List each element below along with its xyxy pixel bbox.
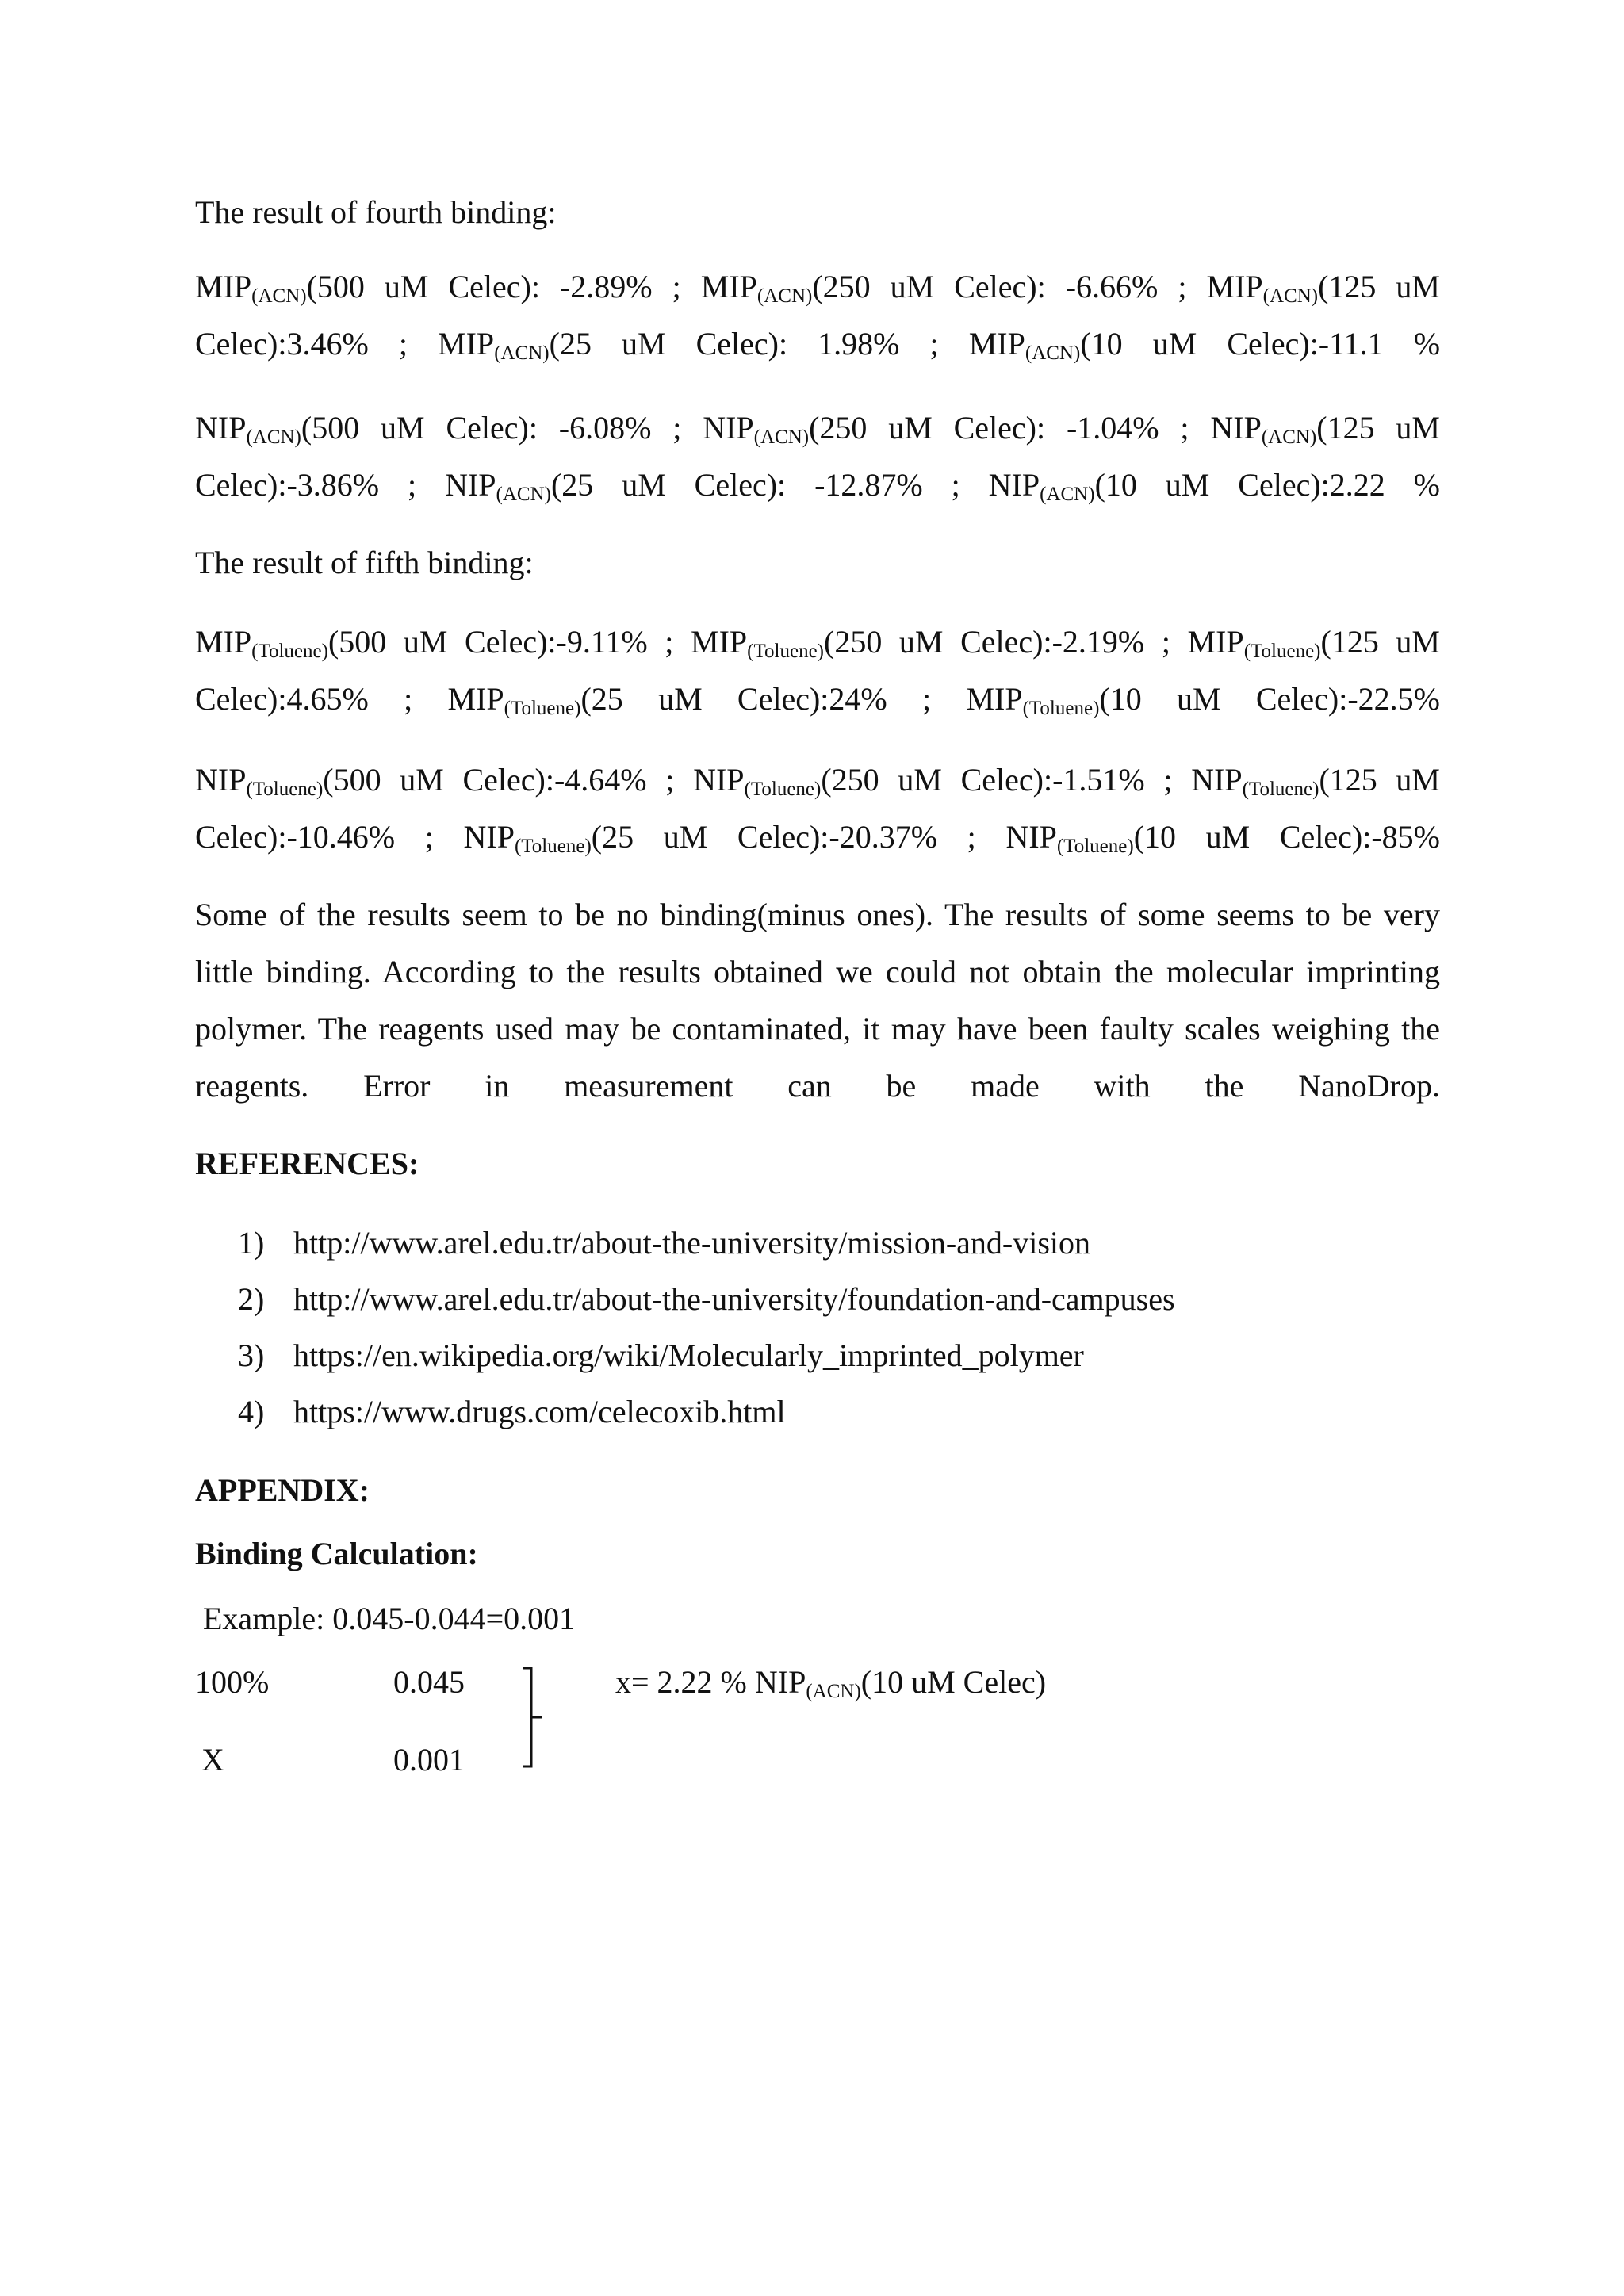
result-solvent-subscript: (Toluene) [744, 779, 822, 800]
result-prefix: x= 2.22 % NIP [615, 1664, 806, 1700]
result-label: NIP [463, 819, 515, 855]
fifth-binding-heading: The result of fifth binding: [195, 545, 534, 580]
result-value: (125 uM Celec):3.46% ; [195, 269, 1440, 362]
result-solvent-subscript: (ACN) [496, 484, 551, 505]
result-solvent-subscript: (Toluene) [747, 641, 824, 662]
result-solvent-subscript: (Toluene) [1022, 698, 1100, 719]
reference-number: 4) [238, 1394, 265, 1429]
binding-result [966, 681, 1440, 717]
result-value: (25 uM Celec): 1.98% ; [549, 326, 969, 362]
result-label: NIP [693, 762, 745, 798]
binding-result [1005, 819, 1440, 855]
result-solvent-subscript: (Toluene) [246, 779, 324, 800]
result-value: (10 uM Celec):-11.1 % [1080, 326, 1441, 362]
result-value: (250 uM Celec):-1.51% ; [821, 762, 1192, 798]
references-heading: REFERENCES: [195, 1146, 419, 1181]
calculation-example: Example: 0.045-0.044=0.001 [203, 1601, 576, 1636]
result-label: NIP [445, 467, 496, 503]
fifth-mip-results [195, 614, 1440, 728]
reference-number: 1) [238, 1225, 265, 1261]
result-value: (125 uM Celec):-3.86% ; [195, 410, 1440, 503]
result-label: NIP [1191, 762, 1243, 798]
result-value: (10 uM Celec):-22.5% [1099, 681, 1440, 717]
appendix-heading: APPENDIX: [195, 1472, 370, 1508]
result-label: NIP [1005, 819, 1057, 855]
binding-result [989, 467, 1440, 503]
result-value: (500 uM Celec): -6.08% ; [301, 410, 703, 446]
result-label: MIP [1206, 269, 1263, 304]
result-solvent-subscript: (ACN) [1040, 484, 1095, 505]
references-list [238, 1215, 1175, 1440]
fourth-binding-heading: The result of fourth binding: [195, 194, 557, 230]
binding-result [195, 762, 693, 798]
proportion-row1-label: 100% [195, 1664, 270, 1700]
result-value: (125 uM Celec):4.65% ; [195, 624, 1441, 717]
result-label: MIP [691, 624, 748, 660]
result-label: MIP [447, 681, 504, 717]
result-value: (125 uM Celec):-10.46% ; [195, 762, 1440, 855]
result-label: MIP [968, 326, 1025, 362]
right-brace-icon [519, 1667, 551, 1768]
result-solvent-subscript: (ACN) [246, 427, 301, 448]
binding-result [445, 467, 989, 503]
result-label: MIP [438, 326, 495, 362]
reference-number: 2) [238, 1281, 265, 1317]
result-value: (25 uM Celec):-20.37% ; [591, 819, 1006, 855]
reference-item[interactable] [238, 1271, 1175, 1327]
result-value: (250 uM Celec):-2.19% ; [824, 624, 1188, 660]
reference-item[interactable] [238, 1215, 1175, 1271]
binding-result [691, 624, 1188, 660]
result-label: NIP [988, 467, 1040, 503]
binding-result [195, 624, 691, 660]
result-solvent-subscript: (Toluene) [504, 698, 581, 719]
result-solvent-subscript: (ACN) [756, 285, 813, 307]
proportion-row2-label: X [201, 1742, 224, 1777]
result-value: (250 uM Celec): -6.66% ; [812, 269, 1207, 304]
fourth-nip-results [195, 400, 1440, 514]
binding-result [969, 326, 1440, 362]
binding-result [700, 269, 1207, 307]
result-suffix: (10 uM Celec) [860, 1664, 1047, 1700]
reference-link[interactable]: http://www.arel.edu.tr/about-the-university/mission-and-vision [293, 1225, 1090, 1261]
result-label: MIP [700, 269, 757, 304]
binding-result [438, 326, 969, 362]
result-solvent-subscript: (Toluene) [514, 836, 592, 857]
result-value: (10 uM Celec):2.22 % [1094, 467, 1440, 503]
result-solvent-subscript: (ACN) [251, 285, 307, 307]
result-label: MIP [966, 681, 1023, 717]
result-solvent-subscript: (ACN) [1025, 342, 1081, 364]
proportion-row2-value: 0.001 [393, 1742, 465, 1777]
result-solvent-subscript: (ACN) [494, 342, 550, 364]
result-solvent-subscript: (Toluene) [1242, 779, 1320, 800]
binding-result [693, 762, 1191, 798]
fifth-nip-results [195, 752, 1440, 866]
result-solvent-subscript: (ACN) [1261, 427, 1317, 448]
result-label: NIP [195, 410, 247, 446]
reference-item[interactable] [238, 1327, 1175, 1383]
result-value: (500 uM Celec):-4.64% ; [323, 762, 694, 798]
result-value: (25 uM Celec): -12.87% ; [550, 467, 989, 503]
discussion-paragraph: Some of the results seem to be no binding(minus ones). The results of some seems to be very little binding. According to the results obtained we could not obtain the molecular imprinting polymer. The reagents used may be contaminated, it may have been faulty scales weighing the reagents. Error in measurement can be made with the NanoDrop. [195, 897, 1440, 1104]
binding-result [195, 269, 701, 307]
result-solvent-subscript: (Toluene) [1056, 836, 1134, 857]
binding-result [448, 681, 967, 717]
result-label: MIP [1187, 624, 1244, 660]
reference-item[interactable] [238, 1383, 1175, 1440]
result-label: NIP [703, 410, 754, 446]
result-solvent-subscript: (ACN) [753, 427, 810, 448]
fourth-mip-results [195, 258, 1440, 373]
result-solvent-subscript: (ACN) [1262, 285, 1319, 307]
reference-link[interactable]: http://www.arel.edu.tr/about-the-university/foundation-and-campuses [293, 1281, 1175, 1317]
reference-number: 3) [238, 1337, 265, 1373]
result-label: NIP [195, 762, 247, 798]
result-solvent-subscript: (Toluene) [1243, 641, 1321, 662]
reference-link[interactable]: https://en.wikipedia.org/wiki/Molecularly_imprinted_polymer [293, 1337, 1084, 1373]
result-value: (250 uM Celec): -1.04% ; [809, 410, 1211, 446]
binding-calculation-heading: Binding Calculation: [195, 1536, 478, 1571]
result-solvent-subscript: (Toluene) [251, 641, 328, 662]
binding-result [195, 410, 703, 446]
result-subscript: (ACN) [806, 1681, 861, 1702]
binding-result [703, 410, 1210, 446]
result-value: (25 uM Celec):24% ; [580, 681, 967, 717]
proportion-row1-value: 0.045 [393, 1664, 465, 1700]
result-value: (500 uM Celec):-9.11% ; [327, 624, 691, 660]
binding-result [464, 819, 1006, 855]
result-value: (500 uM Celec): -2.89% ; [306, 269, 701, 304]
result-label: MIP [195, 269, 252, 304]
reference-link[interactable]: https://www.drugs.com/celecoxib.html [293, 1394, 786, 1429]
result-value: (10 uM Celec):-85% [1133, 819, 1440, 855]
result-label: MIP [195, 624, 252, 660]
calculation-result [615, 1663, 1046, 1701]
result-label: NIP [1210, 410, 1262, 446]
